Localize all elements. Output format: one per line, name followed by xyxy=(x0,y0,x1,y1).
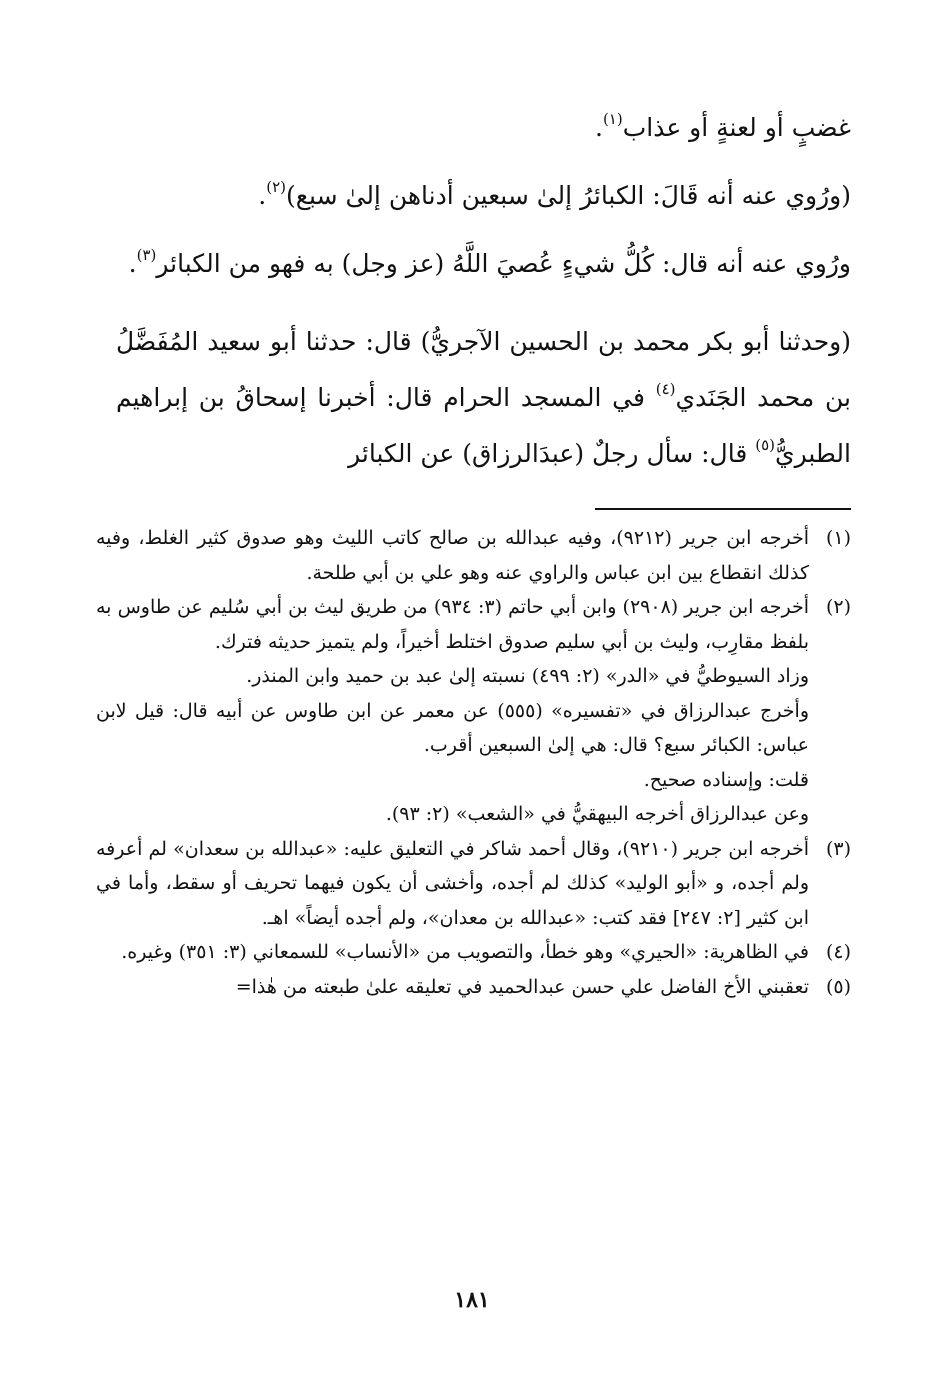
footnote-paragraph: وأخرج عبدالرزاق في «تفسيره» (٥٥٥) عن معمر عن ابن طاوس عن أبيه قال: قيل لابن عباس: الكبائر سبع؟ قال: هي إلىٰ السبعين أقرب. xyxy=(96,699,810,756)
isnad-part-2: في المسجد الحرام قال: أخبرنا إسحاقُ بن إبراهيم الطبريُّ xyxy=(116,383,851,468)
footnote-4 xyxy=(96,935,851,970)
footnote-body xyxy=(96,521,809,590)
page-number: ١٨١ xyxy=(454,1287,490,1313)
footnote-paragraph: في الظاهرية: «الحيري» وهو خطأ، والتصويب من «الأنساب» للسمعاني (٣: ٣٥١) وغيره. xyxy=(121,941,809,963)
footnote-2 xyxy=(96,590,851,832)
footnote-paragraph: أخرجه ابن جرير (٢٩٠٨) وابن أبي حاتم (٣: ٩٣٤) من طريق ليث بن أبي سُليم عن طاوس به بلفظ مقارِب، وليث بن أبي سليم صدوق اختلط أخيراً، ولم يتميز حديثه فترك. xyxy=(96,596,809,653)
footnote-paragraph: وزاد السيوطيُّ في «الدر» (٢: ٤٩٩) نسبته إلىٰ عبد بن حميد وابن المنذر. xyxy=(246,665,809,687)
footnotes xyxy=(96,521,851,1004)
footnote-number: (٢) xyxy=(825,596,851,618)
isnad-part-1: (وحدثنا أبو بكر محمد بن الحسين الآجريُّ) قال: حدثنا أبو سعيد المُفَضَّلُ بن محمد الجَنَدي xyxy=(116,327,852,412)
footnote-5 xyxy=(96,970,851,1005)
main-line-1-end: . xyxy=(594,113,603,142)
footnote-paragraph: أخرجه ابن جرير (٩٢١٢)، وفيه عبدالله بن صالح كاتب الليث وهو صدوق كثير الغلط، وفيه كذلك انقطاع بين ابن عباس والراوي عنه وهو علي بن أبي طلحة. xyxy=(96,527,809,584)
main-line-2 xyxy=(116,168,851,224)
isnad-part-3: قال: سأل رجلٌ (عبدَالرزاق) عن الكبائر xyxy=(348,439,748,468)
footnote-3 xyxy=(96,832,851,936)
footnote-number: (٤) xyxy=(825,941,851,963)
footnote-ref-3: (٣) xyxy=(136,246,157,264)
footnote-paragraph: تعقبني الأخ الفاضل علي حسن عبدالحميد في تعليقه علىٰ طبعته من هٰذا= xyxy=(235,975,809,998)
footnote-body xyxy=(96,935,809,970)
footnote-paragraph: قلت: وإسناده صحيح. xyxy=(643,768,809,791)
footnote-ref-4: (٤) xyxy=(655,380,676,398)
main-line-3 xyxy=(116,236,851,292)
isnad-paragraph xyxy=(116,314,851,482)
main-line-2-text: (ورُوي عنه أنه قَالَ: الكبائرُ إلىٰ سبعين أدناهن إلىٰ سبع) xyxy=(285,181,851,210)
footnote-number: (٣) xyxy=(825,837,851,860)
main-line-2-end: . xyxy=(258,181,267,210)
main-line-3-text: ورُوي عنه أنه قال: كُلُّ شيءٍ عُصيَ اللَّهُ (عز وجل) به فهو من الكبائر xyxy=(156,249,851,278)
footnote-number: (٥) xyxy=(825,975,851,998)
footnote-paragraph: أخرجه ابن جرير (٩٢١٠)، وقال أحمد شاكر في التعليق عليه: «عبدالله بن سعدان» لم أعرفه ولم أجده، و «أبو الوليد» كذلك لم أجده، وأخشى أن يكون فيهما تحريف أو سقط، وأما في ابن كثير [٢: ٢٤٧] فقد كتب: «عبدالله بن معدان»، ولم أجده أيضاً» اهـ. xyxy=(96,837,809,929)
main-line-1 xyxy=(116,100,851,156)
footnote-body xyxy=(96,970,809,1005)
footnote-ref-5: (٥) xyxy=(755,436,776,454)
footnote-body xyxy=(96,832,809,936)
footnote-1 xyxy=(96,521,851,590)
main-text xyxy=(116,100,851,482)
main-line-3-end: . xyxy=(128,249,137,278)
footnote-paragraph: وعن عبدالرزاق أخرجه البيهقيُّ في «الشعب» (٢: ٩٣). xyxy=(385,803,809,825)
main-line-1-text: غضبٍ أو لعنةٍ أو عذاب xyxy=(622,113,851,142)
footnote-body xyxy=(96,590,809,832)
footnote-ref-1: (١) xyxy=(602,110,623,128)
footnote-separator xyxy=(595,508,851,510)
footnote-ref-2: (٢) xyxy=(266,178,286,196)
footnote-number: (١) xyxy=(825,527,851,549)
